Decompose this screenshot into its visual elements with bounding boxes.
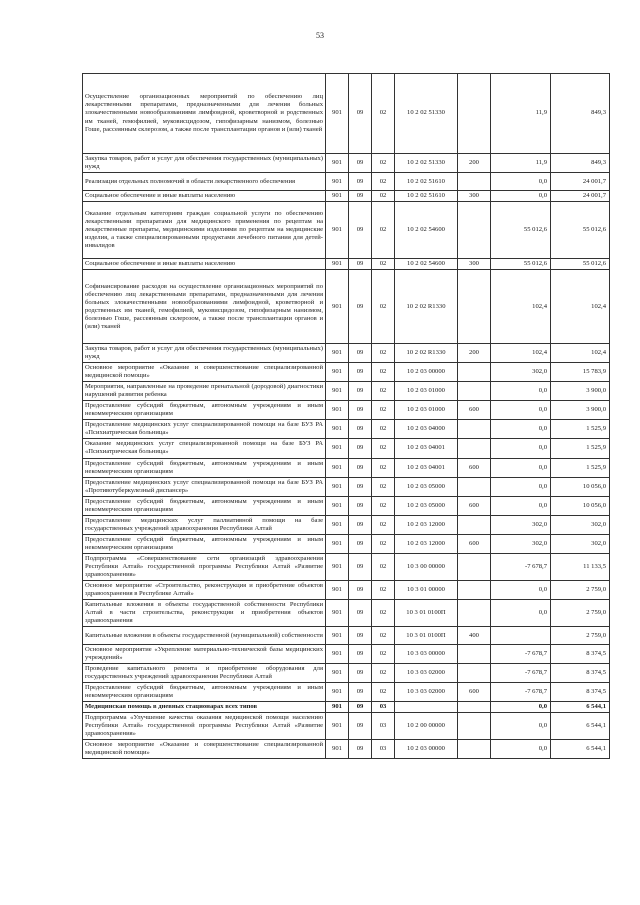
target-article-cell: 10 2 03 00000 (395, 740, 458, 759)
table-row (83, 599, 610, 626)
table-row (83, 420, 610, 439)
ministry-code-cell: 901 (326, 683, 349, 702)
ministry-code-cell: 901 (326, 645, 349, 664)
expense-name-cell: Подпрограмма «Совершенствование сети организаций здравоохранения Республики Алтай» государственной программы Республики Алтай «Развитие здравоохранения» (83, 553, 326, 580)
table-row (83, 259, 610, 270)
section-code-cell: 09 (349, 191, 372, 202)
subsection-code-cell: 02 (372, 664, 395, 683)
expense-name-cell: Предоставление субсидий бюджетным, автономным учреждениям и иным некоммерческим организациям (83, 683, 326, 702)
expense-name-cell: Оказание отдельным категориям граждан социальной услуги по обеспечению лекарственными препаратами для медицинского применения по рецептам на лекарственные препараты, медицинскими изделиями по рецептам на медицинские изделия, а также специализированными продуктами лечебного питания для детей-инвалидов (83, 202, 326, 259)
section-code-cell: 09 (349, 645, 372, 664)
amount-total-cell: 8 374,5 (551, 683, 610, 702)
amount-change-cell: -7 678,7 (491, 664, 551, 683)
subsection-code-cell: 02 (372, 259, 395, 270)
amount-change-cell: 302,0 (491, 515, 551, 534)
target-article-cell: 10 2 02 54600 (395, 202, 458, 259)
subsection-code-cell: 02 (372, 439, 395, 458)
expense-type-cell: 200 (458, 344, 491, 363)
expense-name-cell: Закупка товаров, работ и услуг для обеспечения государственных (муниципальных) нужд (83, 344, 326, 363)
section-code-cell: 09 (349, 401, 372, 420)
ministry-code-cell: 901 (326, 382, 349, 401)
expense-name-cell: Мероприятия, направленные на проведение пренатальной (дородовой) диагностики нарушений развития ребенка (83, 382, 326, 401)
expense-name-cell: Предоставление медицинских услуг специализированной помощи на базе БУЗ РА «Психиатрическая больница» (83, 420, 326, 439)
target-article-cell: 10 3 03 02000 (395, 664, 458, 683)
expense-type-cell (458, 74, 491, 154)
amount-total-cell: 1 525,9 (551, 458, 610, 477)
expense-name-cell: Оказание медицинских услуг специализированной помощи на базе БУЗ РА «Психиатрическая больница» (83, 439, 326, 458)
target-article-cell: 10 2 03 05000 (395, 477, 458, 496)
table-row (83, 627, 610, 645)
amount-change-cell: 0,0 (491, 382, 551, 401)
expense-name-cell: Осуществление организационных мероприятий по обеспечению лиц лекарственными препаратами, предназначенными для лечения больных злокачественными новообразованиями лимфоидной, кроветворной и родственных им тканей, гемофилией, муковисцидозом, гипофизарным нанизмом, болезнью Гоше, рассеянным склерозом, а также после трансплантации органов и (или) тканей (83, 74, 326, 154)
amount-total-cell: 6 544,1 (551, 713, 610, 740)
amount-total-cell: 10 056,0 (551, 496, 610, 515)
subsection-code-cell: 02 (372, 458, 395, 477)
subsection-code-cell: 02 (372, 344, 395, 363)
expense-type-cell: 300 (458, 191, 491, 202)
expense-name-cell: Подпрограмма «Улучшение качества оказания медицинской помощи населению Республики Алтай» государственной программы Республики Алтай «Развитие здравоохранения» (83, 713, 326, 740)
amount-total-cell: 3 900,0 (551, 401, 610, 420)
table-row (83, 683, 610, 702)
ministry-code-cell: 901 (326, 496, 349, 515)
subsection-code-cell: 02 (372, 645, 395, 664)
section-code-cell: 09 (349, 740, 372, 759)
target-article-cell: 10 2 03 04000 (395, 420, 458, 439)
ministry-code-cell: 901 (326, 713, 349, 740)
amount-change-cell: 0,0 (491, 173, 551, 191)
ministry-code-cell: 901 (326, 458, 349, 477)
amount-total-cell: 849,3 (551, 154, 610, 173)
subsection-code-cell: 02 (372, 173, 395, 191)
expense-type-cell (458, 363, 491, 382)
expense-type-cell (458, 645, 491, 664)
target-article-cell: 10 2 03 00000 (395, 363, 458, 382)
section-code-cell: 09 (349, 683, 372, 702)
ministry-code-cell: 901 (326, 627, 349, 645)
subsection-code-cell: 02 (372, 683, 395, 702)
expense-type-cell (458, 553, 491, 580)
amount-change-cell: 302,0 (491, 534, 551, 553)
table-row (83, 580, 610, 599)
amount-change-cell: -7 678,7 (491, 645, 551, 664)
amount-change-cell: 0,0 (491, 496, 551, 515)
amount-total-cell: 2 759,0 (551, 599, 610, 626)
ministry-code-cell: 901 (326, 420, 349, 439)
expense-type-cell (458, 202, 491, 259)
expense-type-cell: 400 (458, 627, 491, 645)
table-row (83, 344, 610, 363)
amount-total-cell: 55 012,6 (551, 259, 610, 270)
budget-table-container (82, 73, 609, 759)
target-article-cell: 10 2 03 01000 (395, 382, 458, 401)
amount-total-cell: 55 012,6 (551, 202, 610, 259)
expense-name-cell: Капитальные вложения в объекты государственной собственности Республики Алтай в части строительства, реконструкции и приобретения объектов здравоохранения (83, 599, 326, 626)
table-row (83, 477, 610, 496)
amount-change-cell: 302,0 (491, 363, 551, 382)
section-code-cell: 09 (349, 599, 372, 626)
expense-name-cell: Основное мероприятие «Оказание и совершенствование специализированной медицинской помощи» (83, 740, 326, 759)
table-row (83, 439, 610, 458)
amount-total-cell: 24 001,7 (551, 191, 610, 202)
expense-type-cell (458, 270, 491, 344)
amount-change-cell: 0,0 (491, 599, 551, 626)
ministry-code-cell: 901 (326, 173, 349, 191)
table-row (83, 496, 610, 515)
table-row (83, 713, 610, 740)
expense-type-cell (458, 382, 491, 401)
section-code-cell: 09 (349, 477, 372, 496)
ministry-code-cell: 901 (326, 599, 349, 626)
page-number: 53 (316, 31, 324, 40)
table-row (83, 173, 610, 191)
target-article-cell: 10 2 02 51330 (395, 154, 458, 173)
section-code-cell: 09 (349, 202, 372, 259)
amount-total-cell: 1 525,9 (551, 439, 610, 458)
amount-change-cell: 0,0 (491, 420, 551, 439)
subsection-code-cell: 02 (372, 580, 395, 599)
expense-type-cell (458, 599, 491, 626)
ministry-code-cell: 901 (326, 702, 349, 713)
table-row (83, 382, 610, 401)
section-code-cell: 09 (349, 496, 372, 515)
target-article-cell (395, 702, 458, 713)
amount-change-cell: 0,0 (491, 713, 551, 740)
subsection-code-cell: 02 (372, 270, 395, 344)
expense-type-cell (458, 173, 491, 191)
target-article-cell: 10 3 03 02000 (395, 683, 458, 702)
section-code-cell: 09 (349, 458, 372, 477)
target-article-cell: 10 3 00 00000 (395, 553, 458, 580)
amount-change-cell: 11,9 (491, 74, 551, 154)
amount-total-cell: 849,3 (551, 74, 610, 154)
expense-name-cell: Основное мероприятие «Укрепление материально-технической базы медицинских учреждений» (83, 645, 326, 664)
amount-change-cell: 102,4 (491, 344, 551, 363)
table-row (83, 191, 610, 202)
amount-total-cell: 8 374,5 (551, 664, 610, 683)
table-row (83, 401, 610, 420)
table-row (83, 270, 610, 344)
target-article-cell: 10 3 01 0100П (395, 599, 458, 626)
target-article-cell: 10 2 02 51330 (395, 74, 458, 154)
target-article-cell: 10 3 01 00000 (395, 580, 458, 599)
expense-type-cell (458, 702, 491, 713)
expense-name-cell: Предоставление медицинских услуг паллиативной помощи на базе государственных учреждений здравоохранения Республики Алтай (83, 515, 326, 534)
amount-total-cell: 302,0 (551, 534, 610, 553)
subsection-code-cell: 02 (372, 553, 395, 580)
expense-name-cell: Основное мероприятие «Оказание и совершенствование специализированной медицинской помощи» (83, 363, 326, 382)
target-article-cell: 10 3 03 00000 (395, 645, 458, 664)
subsection-code-cell: 02 (372, 534, 395, 553)
expense-name-cell: Софинансирование расходов на осуществление организационных мероприятий по обеспечению лиц лекарственными препаратами, предназначенными для лечения больных злокачественными новообразованиями лимфоидной, кроветворной и родственных им тканей, гемофилией, муковисцидозом, гипофизарным нанизмом, болезнью Гоше, рассеянным склерозом, а также после трансплантации органов и (или) тканей (83, 270, 326, 344)
amount-total-cell: 3 900,0 (551, 382, 610, 401)
expense-type-cell: 200 (458, 154, 491, 173)
ministry-code-cell: 901 (326, 270, 349, 344)
ministry-code-cell: 901 (326, 580, 349, 599)
amount-change-cell: -7 678,7 (491, 683, 551, 702)
ministry-code-cell: 901 (326, 553, 349, 580)
amount-change-cell: -7 678,7 (491, 553, 551, 580)
subsection-code-cell: 02 (372, 477, 395, 496)
target-article-cell: 10 2 03 04001 (395, 458, 458, 477)
section-code-cell: 09 (349, 534, 372, 553)
expense-type-cell (458, 664, 491, 683)
target-article-cell: 10 2 02 54600 (395, 259, 458, 270)
amount-total-cell: 102,4 (551, 344, 610, 363)
subsection-code-cell: 03 (372, 713, 395, 740)
ministry-code-cell: 901 (326, 515, 349, 534)
table-row (83, 645, 610, 664)
amount-change-cell: 102,4 (491, 270, 551, 344)
expense-name-cell: Социальное обеспечение и иные выплаты населению (83, 259, 326, 270)
expense-name-cell: Капитальные вложения в объекты государственной (муниципальной) собственности (83, 627, 326, 645)
subsection-code-cell: 02 (372, 154, 395, 173)
expense-type-cell (458, 740, 491, 759)
amount-change-cell (491, 627, 551, 645)
ministry-code-cell: 901 (326, 740, 349, 759)
ministry-code-cell: 901 (326, 401, 349, 420)
amount-change-cell: 0,0 (491, 702, 551, 713)
section-code-cell: 09 (349, 259, 372, 270)
expense-type-cell (458, 713, 491, 740)
section-code-cell: 09 (349, 702, 372, 713)
target-article-cell: 10 2 03 12000 (395, 534, 458, 553)
table-row (83, 74, 610, 154)
ministry-code-cell: 901 (326, 259, 349, 270)
table-row (83, 202, 610, 259)
section-code-cell: 09 (349, 553, 372, 580)
expense-type-cell (458, 439, 491, 458)
expense-name-cell: Социальное обеспечение и иные выплаты населению (83, 191, 326, 202)
section-code-cell: 09 (349, 270, 372, 344)
expense-name-cell: Предоставление субсидий бюджетным, автономным учреждениям и иным некоммерческим организациям (83, 496, 326, 515)
section-code-cell: 09 (349, 154, 372, 173)
subsection-code-cell: 02 (372, 627, 395, 645)
ministry-code-cell: 901 (326, 363, 349, 382)
table-row (83, 740, 610, 759)
section-code-cell: 09 (349, 420, 372, 439)
amount-total-cell: 102,4 (551, 270, 610, 344)
amount-change-cell: 0,0 (491, 191, 551, 202)
ministry-code-cell: 901 (326, 74, 349, 154)
ministry-code-cell: 901 (326, 154, 349, 173)
amount-total-cell: 2 759,0 (551, 580, 610, 599)
subsection-code-cell: 02 (372, 382, 395, 401)
budget-table (82, 73, 610, 759)
table-row (83, 664, 610, 683)
table-row (83, 458, 610, 477)
expense-type-cell: 600 (458, 683, 491, 702)
target-article-cell: 10 2 02 R1330 (395, 270, 458, 344)
subsection-code-cell: 02 (372, 599, 395, 626)
expense-name-cell: Проведение капитального ремонта и приобретение оборудования для государственных учреждений здравоохранения Республики Алтай (83, 664, 326, 683)
amount-total-cell: 302,0 (551, 515, 610, 534)
section-code-cell: 09 (349, 382, 372, 401)
amount-change-cell: 0,0 (491, 401, 551, 420)
subsection-code-cell: 02 (372, 496, 395, 515)
expense-type-cell (458, 580, 491, 599)
table-row (83, 534, 610, 553)
amount-change-cell: 0,0 (491, 439, 551, 458)
amount-total-cell: 15 783,9 (551, 363, 610, 382)
expense-name-cell: Основное мероприятие «Строительство, реконструкция и приобретение объектов здравоохранения в Республике Алтай» (83, 580, 326, 599)
amount-change-cell: 55 012,6 (491, 259, 551, 270)
expense-type-cell: 300 (458, 259, 491, 270)
ministry-code-cell: 901 (326, 344, 349, 363)
subsection-code-cell: 02 (372, 74, 395, 154)
table-row (83, 553, 610, 580)
expense-type-cell: 600 (458, 534, 491, 553)
expense-name-cell: Предоставление субсидий бюджетным, автономным учреждениям и иным некоммерческим организациям (83, 534, 326, 553)
amount-total-cell: 8 374,5 (551, 645, 610, 664)
budget-table-body (83, 74, 610, 759)
subsection-code-cell: 02 (372, 191, 395, 202)
amount-change-cell: 0,0 (491, 458, 551, 477)
subsection-code-cell: 02 (372, 202, 395, 259)
expense-type-cell (458, 420, 491, 439)
ministry-code-cell: 901 (326, 664, 349, 683)
target-article-cell: 10 2 02 R1330 (395, 344, 458, 363)
target-article-cell: 10 2 03 04001 (395, 439, 458, 458)
expense-name-cell: Предоставление медицинских услуг специализированной помощи на базе БУЗ РА «Противотуберкулезный диспансер» (83, 477, 326, 496)
section-code-cell: 09 (349, 173, 372, 191)
amount-total-cell: 1 525,9 (551, 420, 610, 439)
amount-change-cell: 0,0 (491, 580, 551, 599)
amount-change-cell: 0,0 (491, 477, 551, 496)
ministry-code-cell: 901 (326, 439, 349, 458)
expense-name-cell: Закупка товаров, работ и услуг для обеспечения государственных (муниципальных) нужд (83, 154, 326, 173)
amount-total-cell: 10 056,0 (551, 477, 610, 496)
section-code-cell: 09 (349, 344, 372, 363)
section-code-cell: 09 (349, 664, 372, 683)
amount-total-cell: 24 001,7 (551, 173, 610, 191)
target-article-cell: 10 3 01 0100П (395, 627, 458, 645)
expense-name-cell: Реализация отдельных полномочий в области лекарственного обеспечения (83, 173, 326, 191)
target-article-cell: 10 2 02 51610 (395, 191, 458, 202)
table-row (83, 515, 610, 534)
section-code-cell: 09 (349, 439, 372, 458)
amount-total-cell: 6 544,1 (551, 702, 610, 713)
ministry-code-cell: 901 (326, 534, 349, 553)
amount-total-cell: 11 133,5 (551, 553, 610, 580)
section-code-cell: 09 (349, 363, 372, 382)
expense-type-cell: 600 (458, 401, 491, 420)
table-row (83, 363, 610, 382)
section-code-cell: 09 (349, 627, 372, 645)
ministry-code-cell: 901 (326, 477, 349, 496)
table-row (83, 154, 610, 173)
amount-change-cell: 11,9 (491, 154, 551, 173)
amount-change-cell: 0,0 (491, 740, 551, 759)
ministry-code-cell: 901 (326, 191, 349, 202)
amount-change-cell: 55 012,6 (491, 202, 551, 259)
target-article-cell: 10 2 03 05000 (395, 496, 458, 515)
section-code-cell: 09 (349, 74, 372, 154)
expense-type-cell (458, 515, 491, 534)
target-article-cell: 10 2 02 51610 (395, 173, 458, 191)
target-article-cell: 10 2 03 01000 (395, 401, 458, 420)
subsection-code-cell: 03 (372, 740, 395, 759)
expense-name-cell: Предоставление субсидий бюджетным, автономным учреждениям и иным некоммерческим организациям (83, 401, 326, 420)
section-code-cell: 09 (349, 713, 372, 740)
expense-type-cell: 600 (458, 496, 491, 515)
target-article-cell: 10 2 00 00000 (395, 713, 458, 740)
section-code-cell: 09 (349, 515, 372, 534)
subsection-code-cell: 03 (372, 702, 395, 713)
table-row (83, 702, 610, 713)
subsection-code-cell: 02 (372, 420, 395, 439)
amount-total-cell: 6 544,1 (551, 740, 610, 759)
subsection-code-cell: 02 (372, 515, 395, 534)
amount-total-cell: 2 759,0 (551, 627, 610, 645)
target-article-cell: 10 2 03 12000 (395, 515, 458, 534)
subsection-code-cell: 02 (372, 363, 395, 382)
subsection-code-cell: 02 (372, 401, 395, 420)
ministry-code-cell: 901 (326, 202, 349, 259)
expense-name-cell: Медицинская помощь в дневных стационарах всех типов (83, 702, 326, 713)
expense-type-cell: 600 (458, 458, 491, 477)
section-code-cell: 09 (349, 580, 372, 599)
expense-name-cell: Предоставление субсидий бюджетным, автономным учреждениям и иным некоммерческим организациям (83, 458, 326, 477)
expense-type-cell (458, 477, 491, 496)
